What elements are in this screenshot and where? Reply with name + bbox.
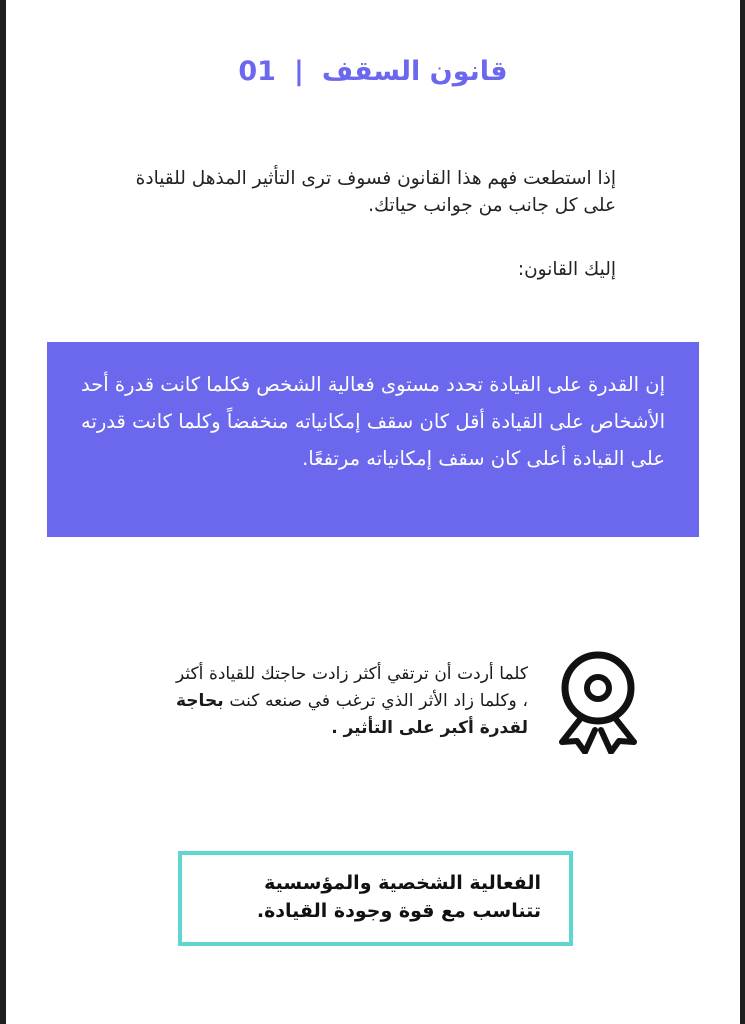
intro-paragraph: إذا استطعت فهم هذا القانون فسوف ترى التأثير المذهل للقيادة على كل جانب من جوانب حياتك.: [135, 168, 616, 216]
document-page: [6, 0, 740, 1024]
callout-box: الفعالية الشخصية والمؤسسية تتناسب مع قوة وجودة القيادة.: [178, 851, 573, 946]
page-title: [6, 52, 740, 92]
note-bold-text: بحاجة لقدرة أكبر على التأثير .: [176, 691, 528, 738]
title-separator: |: [293, 56, 304, 87]
title-text: قانون السقف: [321, 56, 508, 87]
title-number: 01: [238, 56, 276, 87]
growth-note: [176, 661, 528, 742]
note-text: كلما أردت أن ترتقي أكثر زادت حاجتك للقيادة أكثر ، وكلما زاد الأثر الذي ترغب في صنعه كنت: [176, 664, 528, 711]
award-ribbon-icon: [546, 646, 650, 754]
law-lead: إليك القانون:: [517, 259, 616, 280]
law-highlight-box: إن القدرة على القيادة تحدد مستوى فعالية الشخص فكلما كانت قدرة أحد الأشخاص على القيادة أقل كان سقف إمكانياته منخفضاً وكلما كانت قدرته على القيادة أعلى كان سقف إمكانياته مرتفعًا.: [47, 342, 699, 537]
